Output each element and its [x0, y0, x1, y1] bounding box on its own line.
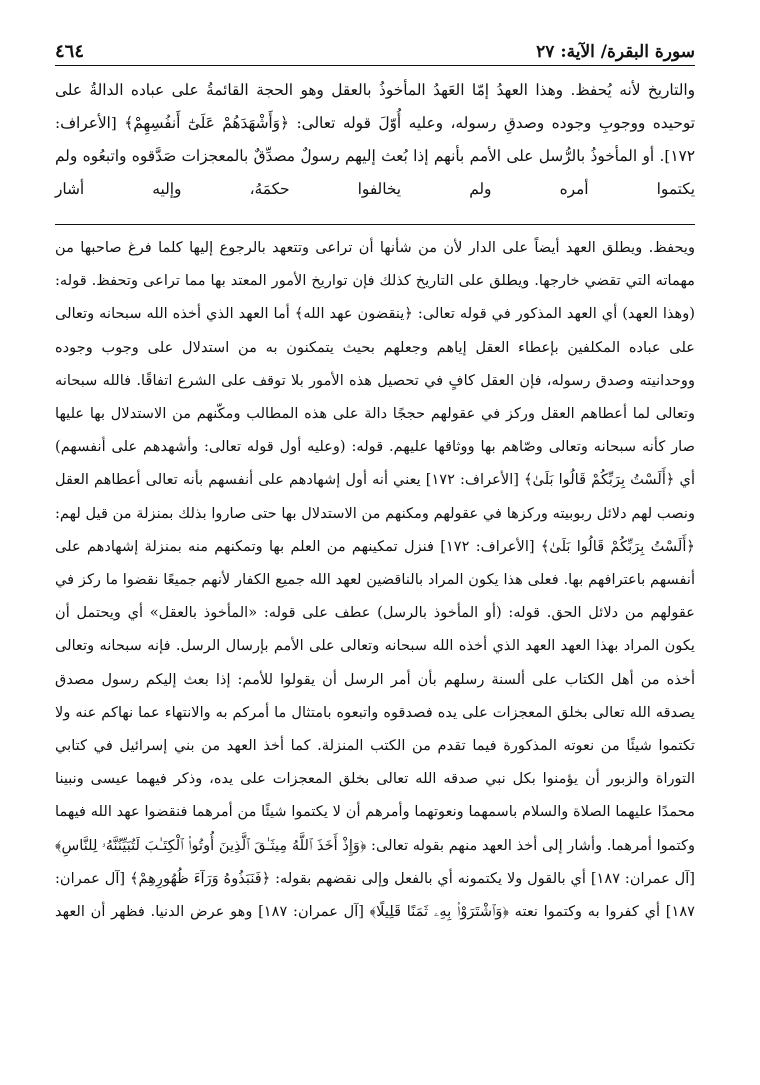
main-text	[55, 74, 695, 206]
running-title: سورة البقرة/ الآية: ٢٧	[536, 42, 695, 62]
main-text-paragraph: والتاريخ لأنه يُحفظ. وهذا العهدُ إمّا العَهدُ المأخوذُ بالعقل وهو الحجة القائمةُ على عباده الدالةُ على توحيده ووجوبِ وجوده وصدقِ رسوله، وعليه أُوّلَ قوله تعالى: ﴿وَأَشْهَدَهُمْ عَلَىٰٓ أَنفُسِهِمْ﴾ [الأعراف: ١٧٢]. أو المأخوذُ بالرُّسل على الأمم بأنهم إذا بُعث إليهم رسولٌ مصدِّقٌ بالمعجزات صَدَّقوه واتبعُوه ولم يكتموا أمره ولم يخالفوا حكمَهُ، وإليه أشار	[55, 81, 695, 198]
page-number: ٤٦٤	[55, 41, 85, 62]
page-header	[55, 28, 695, 66]
section-divider	[55, 224, 695, 225]
document-page	[55, 28, 695, 928]
commentary-text	[55, 231, 695, 928]
commentary-paragraph: ويحفظ. ويطلق العهد أيضاً على الدار لأن من شأنها أن تراعى وتتعهد بالرجوع إليها كلما فرغ صاحبها من مهماته التي تقضي خارجها. ويطلق على التاريخ كذلك فإن تواريخ الأمور المعتد بها مما تراعى وتحفظ. قوله: (وهذا العهد) أي العهد المذكور في قوله تعالى: ﴿ينقضون عهد الله﴾ أما العهد الذي أخذه الله سبحانه وتعالى على عباده المكلفين بإعطاء العقل إياهم وجعلهم بحيث يتمكنون به من استدلال على وجوب وجوده ووحدانيته وصدق رسوله، فإن العقل كافٍ في تحصيل هذه الأمور بلا توقف على الشرع اتفاقًا. فالله سبحانه وتعالى لما أعطاهم العقل وركز في عقولهم حججًا دالة على هذه المطالب ومكّنهم من الاستدلال بها عليها صار كأنه سبحانه وتعالى وصّاهم بها ووثاقها عليهم. قوله: (وعليه أول قوله تعالى: وأشهدهم على أنفسهم) أي ﴿أَلَسْتُ بِرَبِّكُمْ قَالُوا بَلَىٰ﴾ [الأعراف: ١٧٢] يعني أنه أول إشهادهم على أنفسهم بأنه تعالى أعطاهم العقل ونصب لهم دلائل ربوبيته وركزها في عقولهم ومكنهم من الاستدلال بها حتى صاروا بذلك بمنزلة من قيل لهم: ﴿أَلَسْتُ بِرَبِّكُمْ قَالُوا بَلَىٰ﴾ [الأعراف: ١٧٢] فنزل تمكينهم من العلم بها وتمكنهم منه بمنزلة إشهادهم على أنفسهم باعترافهم بها. فعلى هذا يكون المراد بالناقضين لعهد الله جميع الكفار لأنهم جميعًا نقضوا ما ركز في عقولهم من دلائل الحق. قوله: (أو المأخوذ بالرسل) عطف على قوله: «المأخوذ بالعقل» أي ويحتمل أن يكون المراد بهذا العهد العهد الذي أخذه الله سبحانه وتعالى على الأمم بإرسال الرسل. فإنه سبحانه وتعالى أخذه من أهل الكتاب على ألسنة رسلهم بأن أمر الرسل أن يقولوا للأمم: إذا بعث إليكم رسول مصدق يصدقه الله تعالى بخلق المعجزات على يده فصدقوه واتبعوه بامتثال ما أمركم به والانتهاء عما نهاكم عنه ولا تكتموا شيئًا من نعوته المذكورة فيما تقدم من الكتب المنزلة. كما أخذ العهد من بني إسرائيل في كتابي التوراة والزبور أن يؤمنوا بكل نبي صدقه الله تعالى بخلق المعجزات على يده، وذكر فيهما عيسى ونبينا محمدًا عليهما الصلاة والسلام باسمهما ونعوتهما وأمرهم أن لا يكتموا شيئًا من أمرهما فنقضوا عهد الله فيهما وكتموا أمرهما. وأشار إلى أخذ العهد منهم بقوله تعالى: ﴿وَإِذْ أَخَذَ ٱللَّهُ مِيثَـٰقَ ٱلَّذِينَ أُوتُوا۟ ٱلْكِتَـٰبَ لَتُبَيِّنُنَّهُۥ لِلنَّاسِ﴾ [آل عمران: ١٨٧] أي بالقول ولا يكتمونه أي بالفعل وإلى نقضهم بقوله: ﴿فَنَبَذُوهُ وَرَآءَ ظُهُورِهِمْ﴾ [آل عمران: ١٨٧] أي كفروا به وكتموا نعته ﴿وَٱشْتَرَوْا۟ بِهِۦ ثَمَنًا قَلِيلًا﴾ [آل عمران: ١٨٧] وهو عرض الدنيا. فظهر أن العهد	[55, 239, 695, 921]
